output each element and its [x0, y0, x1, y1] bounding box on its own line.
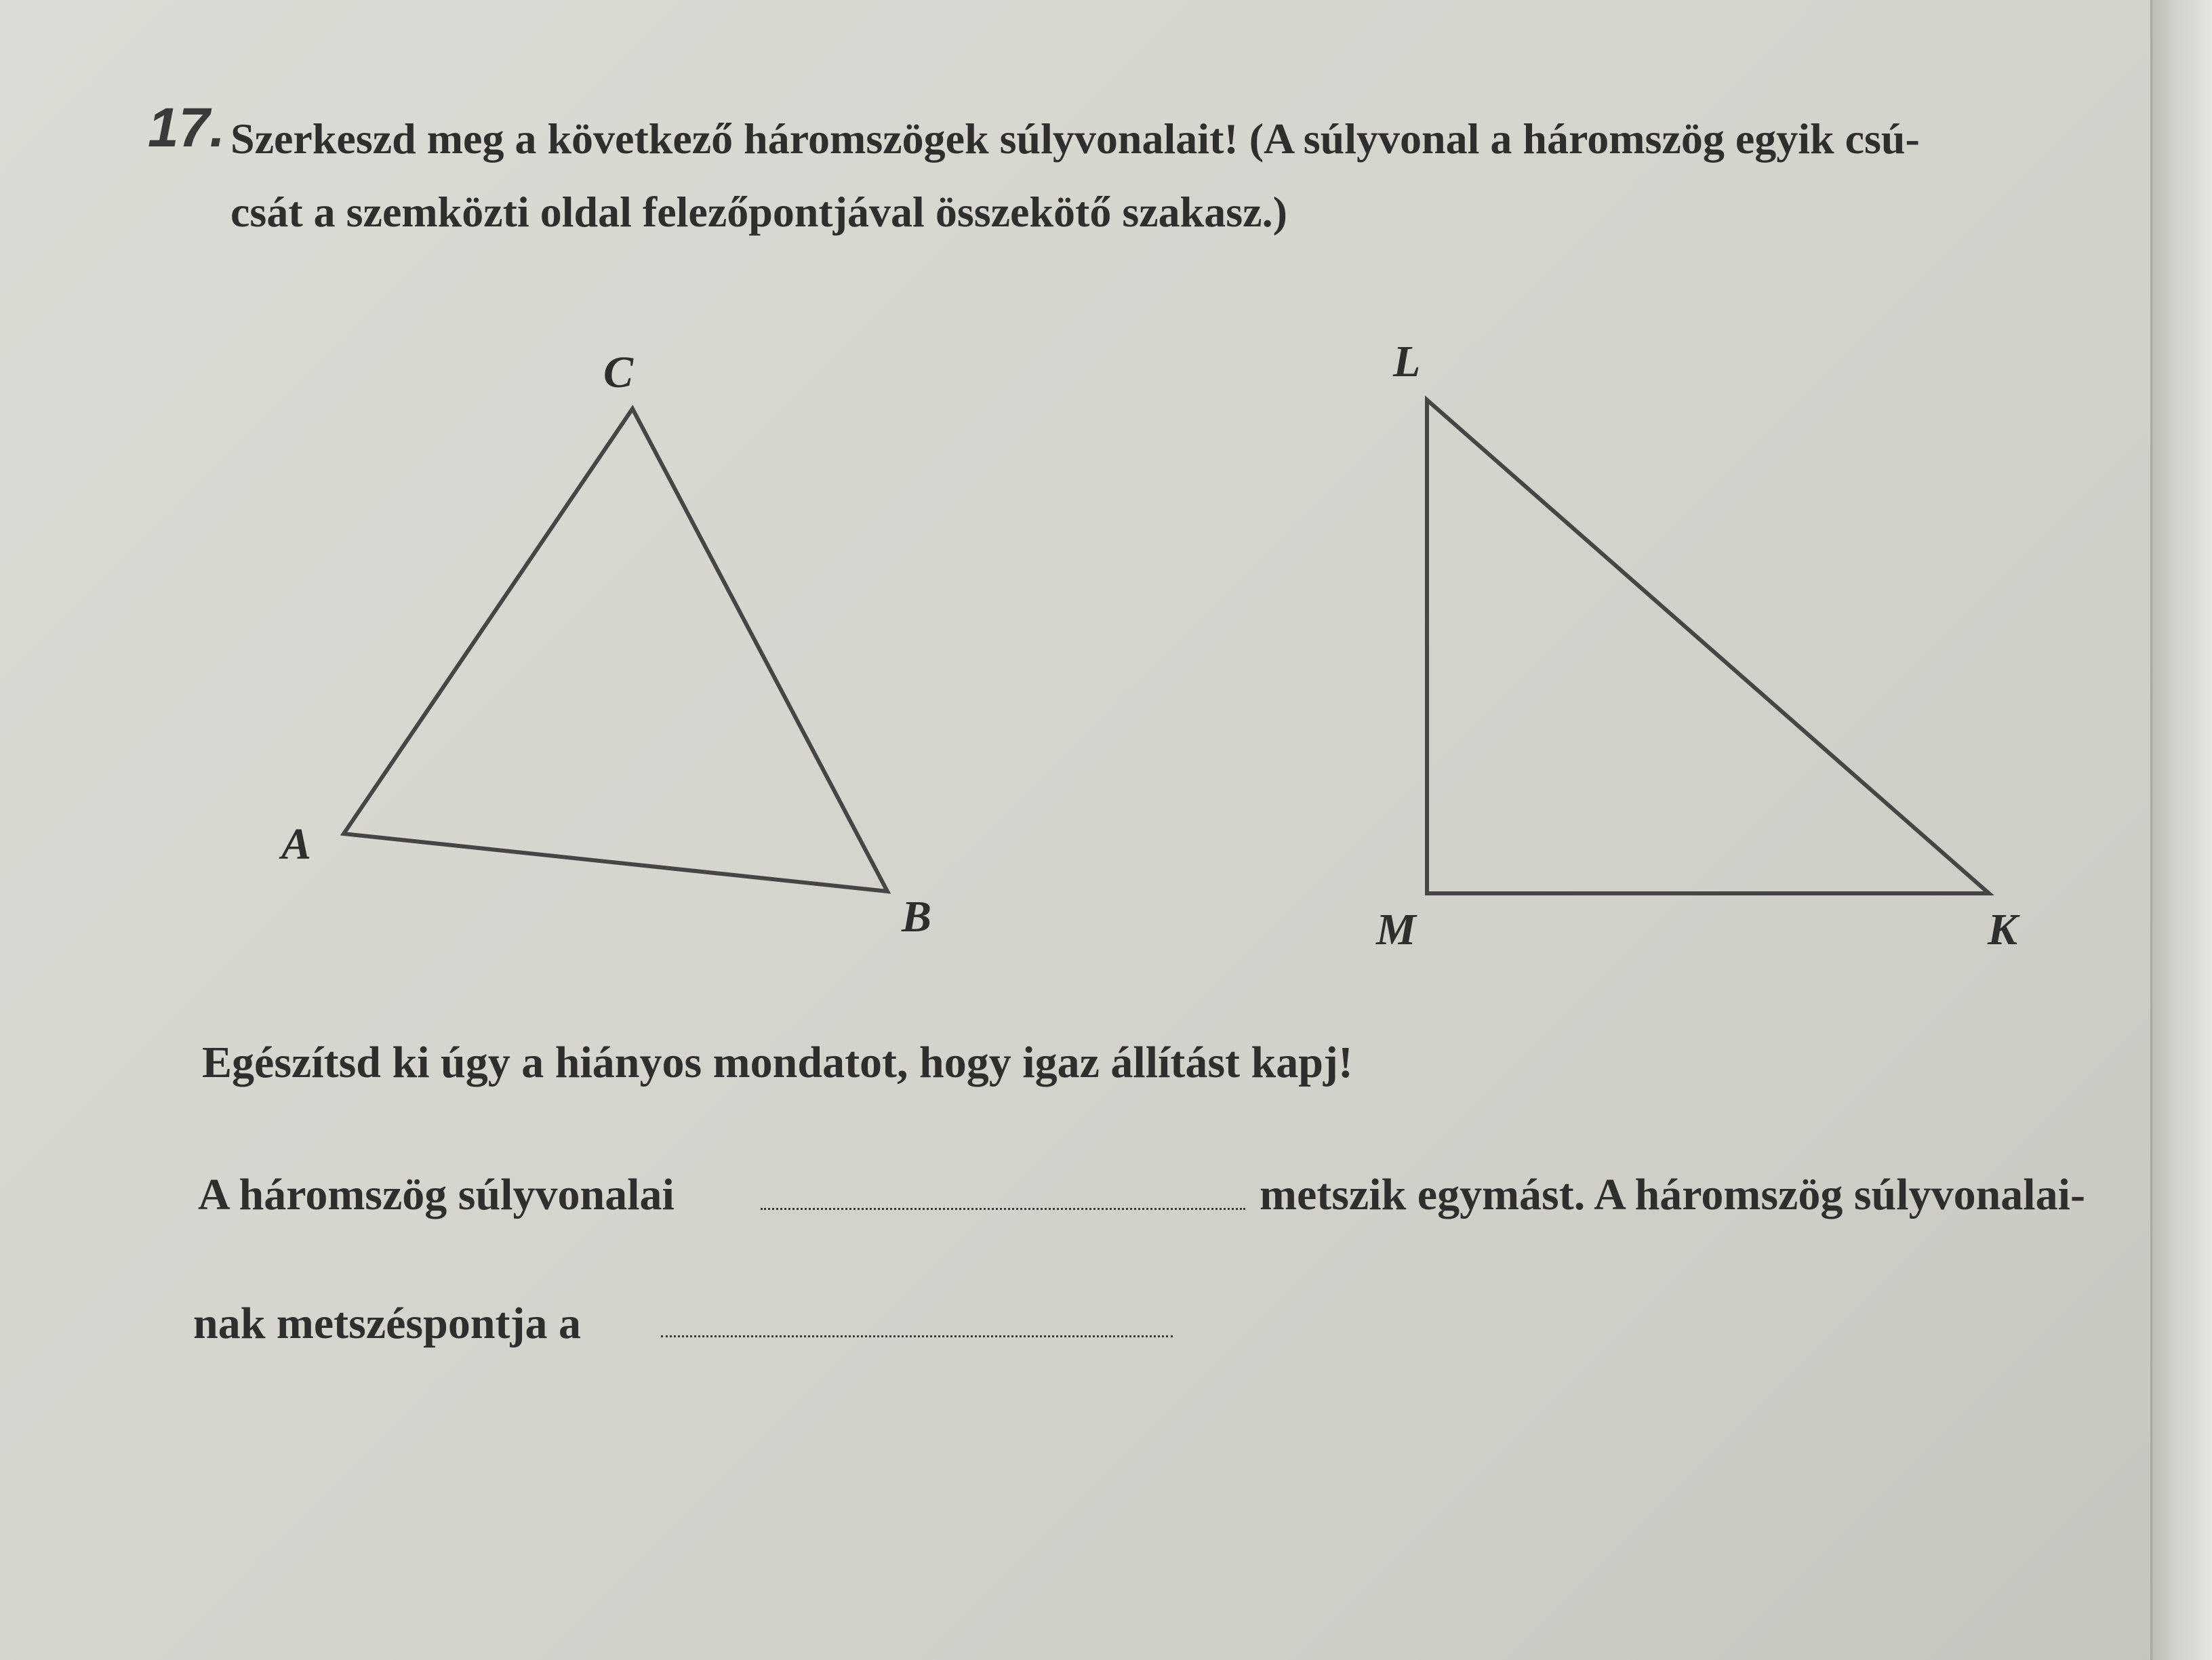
- completion-instruction: Egészítsd ki úgy a hiányos mondatot, hogy igaz állítást kapj!: [202, 1038, 1353, 1087]
- sentence1-end: metszik egymást. A háromszög súlyvonalai-: [1260, 1170, 2085, 1219]
- answer-blank-1[interactable]: [761, 1208, 1245, 1210]
- exercise-instruction-line1: Szerkeszd meg a következő háromszögek súlyvonalait! (A súlyvonal a háromszög egyik csú-: [230, 115, 1920, 163]
- vertex-label-c: C: [603, 348, 634, 397]
- triangle-lmk: [1427, 400, 1989, 893]
- vertex-label-b: B: [902, 892, 932, 942]
- vertex-label-m: M: [1376, 905, 1416, 954]
- vertex-label-k: K: [1988, 905, 2018, 954]
- sentence2-start: nak metszéspontja a: [193, 1299, 581, 1348]
- sentence1-start: A háromszög súlyvonalai: [198, 1170, 675, 1219]
- exercise-number: 17.: [148, 97, 225, 159]
- exercise-instruction-line2: csát a szemközti oldal felezőpontjával összekötő szakasz.): [230, 188, 1287, 236]
- vertex-label-a: A: [281, 819, 312, 869]
- answer-blank-2[interactable]: [661, 1335, 1173, 1337]
- vertex-label-l: L: [1393, 337, 1421, 386]
- triangle-abc: [344, 409, 887, 891]
